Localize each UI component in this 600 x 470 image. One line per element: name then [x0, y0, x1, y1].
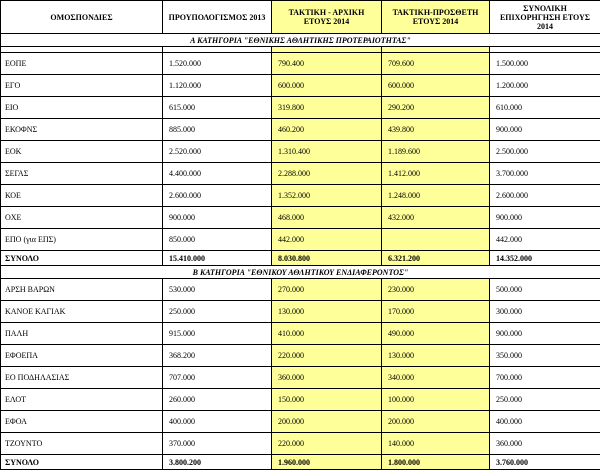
cell-b2013: 850.000	[163, 229, 272, 251]
cell-name: ΕΦΟΑ	[1, 411, 163, 433]
cell-name: ΕΦΟΕΠΑ	[1, 345, 163, 367]
cell-name: ΕΟ ΠΟΔΗΛΑΣΙΑΣ	[1, 367, 163, 389]
cell-additional: 100.000	[382, 389, 490, 411]
cell-initial: 468.000	[272, 207, 382, 229]
table-row	[1, 53, 600, 75]
cell-additional: 709.600	[382, 53, 490, 75]
cell-additional: 490.000	[382, 323, 490, 345]
cell-total: 400.000	[490, 411, 600, 433]
cell-name: ΕΟΠΕ	[1, 53, 163, 75]
cell-b2013: 915.000	[163, 323, 272, 345]
table-row	[1, 411, 600, 433]
table-row	[1, 119, 600, 141]
cell-initial: 360.000	[272, 367, 382, 389]
cell-additional: 230.000	[382, 279, 490, 301]
cell-initial: 8.030.800	[272, 251, 382, 266]
table-row	[1, 389, 600, 411]
cell-additional: 1.412.000	[382, 163, 490, 185]
table-row	[1, 75, 600, 97]
cell-additional: 200.000	[382, 411, 490, 433]
total-row	[1, 455, 600, 470]
cell-initial: 442.000	[272, 229, 382, 251]
cell-total: 900.000	[490, 323, 600, 345]
cell-total: 500.000	[490, 279, 600, 301]
cell-total: 442.000	[490, 229, 600, 251]
cell-total: 3.700.000	[490, 163, 600, 185]
total-row	[1, 251, 600, 266]
cell-initial: 319.800	[272, 97, 382, 119]
cell-additional: 6.321.200	[382, 251, 490, 266]
cell-total: 610.000	[490, 97, 600, 119]
cell-initial: 790.400	[272, 53, 382, 75]
cell-total: 1.200.000	[490, 75, 600, 97]
cell-initial: 220.000	[272, 345, 382, 367]
cell-name: ΕΓΟ	[1, 75, 163, 97]
cell-name: ΕΚΟΦΝΣ	[1, 119, 163, 141]
cell-name: ΕΙΟ	[1, 97, 163, 119]
cell-b2013: 250.000	[163, 301, 272, 323]
table-row	[1, 229, 600, 251]
cell-additional: 1.248.000	[382, 185, 490, 207]
header-row	[1, 1, 600, 34]
cell-initial: 460.200	[272, 119, 382, 141]
cell-additional: 600.000	[382, 75, 490, 97]
cell-name: ΤΖΟΥΝΤΟ	[1, 433, 163, 455]
cell-initial: 2.288.000	[272, 163, 382, 185]
header-initial-2014: ΤΑΚΤΙΚΗ - ΑΡΧΙΚΗ ΕΤΟΥΣ 2014	[272, 1, 382, 34]
cell-b2013: 4.400.000	[163, 163, 272, 185]
cell-initial: 1.960.000	[272, 455, 382, 470]
cell-name: ΠΑΛΗ	[1, 323, 163, 345]
table-row	[1, 141, 600, 163]
cell-b2013: 2.600.000	[163, 185, 272, 207]
cell-additional: 140.000	[382, 433, 490, 455]
cell-additional: 432.000	[382, 207, 490, 229]
table-row	[1, 207, 600, 229]
table-row	[1, 163, 600, 185]
cell-total: 350.000	[490, 345, 600, 367]
cell-name: ΣΕΓΑΣ	[1, 163, 163, 185]
table-row	[1, 323, 600, 345]
cell-initial: 1.352.000	[272, 185, 382, 207]
cell-total: 1.500.000	[490, 53, 600, 75]
cell-initial: 150.000	[272, 389, 382, 411]
section-a-title-row	[1, 34, 600, 47]
cell-name: ΑΡΣΗ ΒΑΡΩΝ	[1, 279, 163, 301]
cell-initial: 600.000	[272, 75, 382, 97]
table-row	[1, 185, 600, 207]
cell-initial: 130.000	[272, 301, 382, 323]
table-row	[1, 279, 600, 301]
table-row	[1, 367, 600, 389]
cell-additional: 340.000	[382, 367, 490, 389]
cell-b2013: 707.000	[163, 367, 272, 389]
cell-additional: 1.800.000	[382, 455, 490, 470]
cell-total: 700.000	[490, 367, 600, 389]
cell-initial: 270.000	[272, 279, 382, 301]
table-row	[1, 97, 600, 119]
section-b-title-row	[1, 266, 600, 279]
cell-total: 2.500.000	[490, 141, 600, 163]
cell-name: ΟΧΕ	[1, 207, 163, 229]
cell-b2013: 3.800.200	[163, 455, 272, 470]
cell-b2013: 615.000	[163, 97, 272, 119]
header-budget-2013: ΠΡΟΥΠΟΛΟΓΙΣΜΟΣ 2013	[163, 1, 272, 34]
cell-b2013: 900.000	[163, 207, 272, 229]
section-a-title: Α ΚΑΤΗΓΟΡΙΑ "ΕΘΝΙΚΗΣ ΑΘΛΗΤΙΚΗΣ ΠΡΟΤΕΡΑΙΟΤΗΤΑΣ"	[1, 34, 600, 47]
cell-name: ΕΛΟΤ	[1, 389, 163, 411]
cell-name: ΚΑΝΟΕ ΚΑΓΙΑΚ	[1, 301, 163, 323]
cell-name: ΣΥΝΟΛΟ	[1, 455, 163, 470]
cell-total: 900.000	[490, 207, 600, 229]
table-row	[1, 301, 600, 323]
cell-total: 300.000	[490, 301, 600, 323]
cell-initial: 220.000	[272, 433, 382, 455]
cell-name: ΕΟΚ	[1, 141, 163, 163]
cell-additional: 290.200	[382, 97, 490, 119]
cell-name: ΣΥΝΟΛΟ	[1, 251, 163, 266]
table-row	[1, 433, 600, 455]
cell-additional	[382, 229, 490, 251]
cell-additional: 1.189.600	[382, 141, 490, 163]
cell-name: ΚΟΕ	[1, 185, 163, 207]
header-additional-2014: ΤΑΚΤΙΚΗ-ΠΡΟΣΘΕΤΗ ΕΤΟΥΣ 2014	[382, 1, 490, 34]
section-b	[1, 266, 600, 470]
cell-total: 250.000	[490, 389, 600, 411]
cell-b2013: 15.410.000	[163, 251, 272, 266]
cell-b2013: 368.200	[163, 345, 272, 367]
cell-b2013: 370.000	[163, 433, 272, 455]
cell-additional: 170.000	[382, 301, 490, 323]
section-a	[1, 34, 600, 266]
header-total-2014: ΣΥΝΟΛΙΚΗ ΕΠΙΧΟΡΗΓΗΣΗ ΕΤΟΥΣ 2014	[490, 1, 600, 34]
cell-initial: 200.000	[272, 411, 382, 433]
cell-total: 900.000	[490, 119, 600, 141]
section-b-title: Β ΚΑΤΗΓΟΡΙΑ "ΕΘΝΙΚΟΥ ΑΘΛΗΤΙΚΟΥ ΕΝΔΙΑΦΕΡΟΝΤΟΣ"	[1, 266, 600, 279]
header-federations: ΟΜΟΣΠΟΝΔΙΕΣ	[1, 1, 163, 34]
cell-name: ΕΠΟ (για ΕΠΣ)	[1, 229, 163, 251]
cell-b2013: 1.520.000	[163, 53, 272, 75]
cell-total: 2.600.000	[490, 185, 600, 207]
cell-b2013: 260.000	[163, 389, 272, 411]
table-row	[1, 345, 600, 367]
cell-additional: 130.000	[382, 345, 490, 367]
cell-total: 3.760.000	[490, 455, 600, 470]
cell-b2013: 400.000	[163, 411, 272, 433]
cell-additional: 439.800	[382, 119, 490, 141]
cell-initial: 410.000	[272, 323, 382, 345]
cell-initial: 1.310.400	[272, 141, 382, 163]
cell-total: 14.352.000	[490, 251, 600, 266]
cell-b2013: 2.520.000	[163, 141, 272, 163]
cell-total: 360.000	[490, 433, 600, 455]
cell-b2013: 1.120.000	[163, 75, 272, 97]
cell-b2013: 885.000	[163, 119, 272, 141]
cell-b2013: 530.000	[163, 279, 272, 301]
